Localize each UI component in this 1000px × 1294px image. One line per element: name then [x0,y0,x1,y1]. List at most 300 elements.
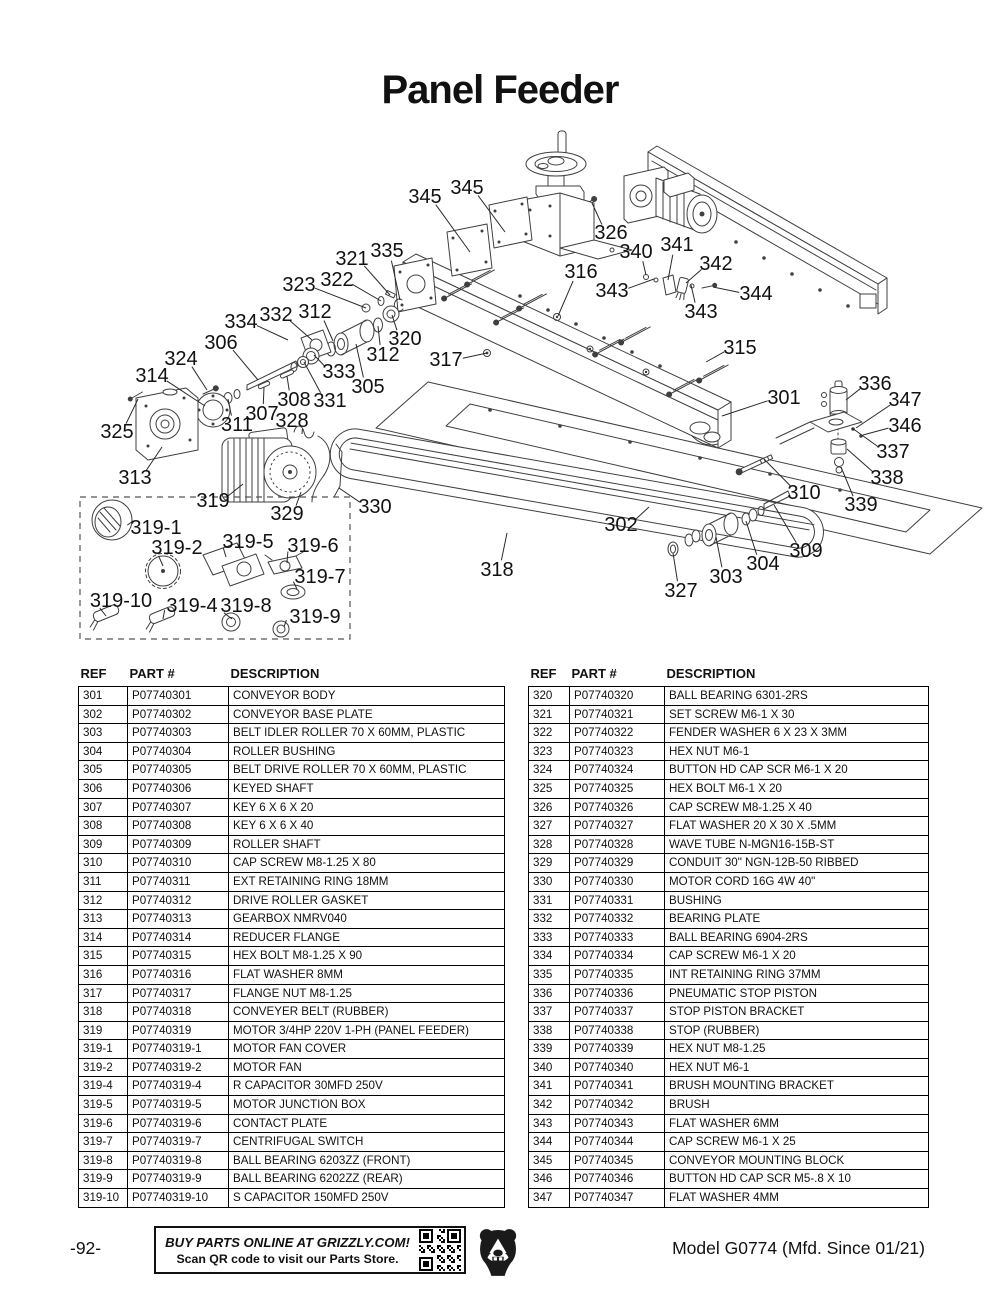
table-row [79,1058,505,1077]
part-callout: 321 [335,248,369,270]
part-callout: 343 [595,280,629,302]
table-cell: R CAPACITOR 30MFD 250V [229,1077,505,1096]
table-cell: MOTOR 3/4HP 220V 1-PH (PANEL FEEDER) [229,1021,505,1040]
callout-leader [352,284,381,301]
part-callout: 344 [739,283,773,305]
table-cell: 319-6 [79,1114,128,1133]
table-row [79,705,505,724]
table-row [529,1003,929,1022]
table-cell: P07740303 [128,724,229,743]
table-row [79,910,505,929]
callout-leader [643,261,646,275]
table-row [79,891,505,910]
table-row [79,1077,505,1096]
table-cell: CAP SCREW M8-1.25 X 40 [665,798,929,817]
callout-leader [501,533,507,560]
part-callout: 302 [604,514,638,536]
part-callout: 328 [275,410,309,432]
table-row [529,910,929,929]
table-cell: HEX NUT M6-1 [665,742,929,761]
table-cell: S CAPACITOR 150MFD 250V [229,1189,505,1208]
table-cell: P07740327 [570,817,665,836]
table-row [79,947,505,966]
part-callout: 326 [594,222,628,244]
table-cell: 345 [529,1151,570,1170]
table-cell: P07740333 [570,928,665,947]
part-callout: 305 [351,376,385,398]
table-row [529,705,929,724]
part-callout: 319 [196,490,230,512]
table-cell: 341 [529,1077,570,1096]
part-callout: 322 [320,269,354,291]
table-cell: BELT DRIVE ROLLER 70 X 60MM, PLASTIC [229,761,505,780]
part-callout: 345 [408,186,442,208]
table-cell: 319-4 [79,1077,128,1096]
table-cell: STOP (RUBBER) [665,1021,929,1040]
mounting-plates [447,197,532,276]
table-row [79,798,505,817]
table-cell: 316 [79,965,128,984]
table-row [79,872,505,891]
table-row [79,687,505,706]
table-cell: FLAT WASHER 20 X 30 X .5MM [665,817,929,836]
table-row [529,1114,929,1133]
table-cell: P07740328 [570,835,665,854]
table-cell: P07740311 [128,872,229,891]
table-cell: CONVEYER BELT (RUBBER) [229,1003,505,1022]
table-cell: 330 [529,872,570,891]
table-cell: BALL BEARING 6202ZZ (REAR) [229,1170,505,1189]
table-cell: P07740319-10 [128,1189,229,1208]
table-cell: P07740319-1 [128,1040,229,1059]
table-cell: CENTRIFUGAL SWITCH [229,1133,505,1152]
parts-table-left [78,666,505,1208]
table-cell: 307 [79,798,128,817]
table-cell: 302 [79,705,128,724]
table-cell: P07740334 [570,947,665,966]
page-number: -92- [70,1238,102,1258]
table-row [79,1114,505,1133]
part-callout: 345 [450,177,484,199]
table-row [79,1170,505,1189]
table-cell: GEARBOX NMRV040 [229,910,505,929]
table-row [79,1189,505,1208]
table-cell: P07740310 [128,854,229,873]
part-callout: 346 [888,415,922,437]
page-title: Panel Feeder [381,68,619,112]
table-row [79,984,505,1003]
table-cell: BALL BEARING 6203ZZ (FRONT) [229,1151,505,1170]
table-cell: P07740340 [570,1058,665,1077]
table-cell: P07740347 [570,1189,665,1208]
column-header: REF [530,666,557,681]
part-callout: 312 [366,344,400,366]
part-callout: 327 [664,580,698,602]
table-cell: 333 [529,928,570,947]
table-cell: 319-1 [79,1040,128,1059]
callout-leader [463,353,487,358]
table-cell: 321 [529,705,570,724]
table-cell: P07740306 [128,779,229,798]
table-cell: 303 [79,724,128,743]
table-cell: P07740301 [128,687,229,706]
callout-leader [290,321,312,340]
table-cell: P07740319-9 [128,1170,229,1189]
table-cell: CONTACT PLATE [229,1114,505,1133]
table-cell: 332 [529,910,570,929]
table-cell: P07740341 [570,1077,665,1096]
table-cell: CAP SCREW M6-1 X 20 [665,947,929,966]
part-callout: 343 [684,301,718,323]
part-callout: 319-4 [166,595,218,617]
part-callout: 317 [429,349,463,371]
table-cell: 320 [529,687,570,706]
table-cell: KEY 6 X 6 X 40 [229,817,505,836]
part-callout: 319-8 [220,595,272,617]
table-cell: P07740320 [570,687,665,706]
table-cell: P07740316 [128,965,229,984]
table-cell: FLAT WASHER 6MM [665,1114,929,1133]
table-cell: P07740344 [570,1133,665,1152]
callout-leader [233,350,258,380]
table-cell: P07740314 [128,928,229,947]
table-row [529,1077,929,1096]
part-callout: 319-5 [222,531,274,553]
parts-table-right [528,666,929,1208]
table-row [529,724,929,743]
table-cell: 329 [529,854,570,873]
table-cell: DRIVE ROLLER GASKET [229,891,505,910]
table-cell: SET SCREW M6-1 X 30 [665,705,929,724]
part-callout: 325 [100,421,134,443]
table-cell: BUSHING [665,891,929,910]
table-cell: 319-2 [79,1058,128,1077]
table-cell: STOP PISTON BRACKET [665,1003,929,1022]
table-row [79,1003,505,1022]
table-cell: 339 [529,1040,570,1059]
exploded-diagram [0,120,1000,665]
table-cell: HEX NUT M6-1 [665,1058,929,1077]
table-cell: P07740338 [570,1021,665,1040]
table-row [529,742,929,761]
grizzly-bear-logo [477,1227,519,1277]
table-cell: PNEUMATIC STOP PISTON [665,984,929,1003]
table-cell: 340 [529,1058,570,1077]
table-row [79,779,505,798]
table-header-row [79,666,505,687]
table-cell: P07740319 [128,1021,229,1040]
table-cell: P07740323 [570,742,665,761]
qr-code-icon [419,1229,461,1271]
part-callout: 338 [870,467,904,489]
table-cell: P07740319-8 [128,1151,229,1170]
table-cell: P07740331 [570,891,665,910]
table-cell: 306 [79,779,128,798]
table-row [529,835,929,854]
table-cell: P07740302 [128,705,229,724]
table-cell: 336 [529,984,570,1003]
table-cell: MOTOR CORD 16G 4W 40" [665,872,929,891]
part-callout: 303 [709,566,743,588]
table-cell: BUTTON HD CAP SCR M5-.8 X 10 [665,1170,929,1189]
table-row [529,965,929,984]
table-cell: 323 [529,742,570,761]
table-cell: P07740335 [570,965,665,984]
banner-text [156,1235,419,1266]
table-cell: 326 [529,798,570,817]
callout-leader [863,428,888,435]
table-row [79,928,505,947]
table-cell: ROLLER SHAFT [229,835,505,854]
table-cell: P07740322 [570,724,665,743]
table-cell: MOTOR FAN COVER [229,1040,505,1059]
table-cell: 317 [79,984,128,1003]
part-callout: 310 [787,482,821,504]
part-callout: 337 [876,441,910,463]
banner-subline: Scan QR code to visit our Parts Store. [176,1251,399,1266]
table-row [529,1058,929,1077]
table-cell: 325 [529,779,570,798]
part-callout: 341 [660,234,694,256]
callout-leader [852,428,878,447]
table-cell: 319-8 [79,1151,128,1170]
table-cell: P07740313 [128,910,229,929]
table-cell: P07740345 [570,1151,665,1170]
table-cell: 342 [529,1096,570,1115]
table-cell: ROLLER BUSHING [229,742,505,761]
callout-leader [847,449,873,472]
table-cell: 346 [529,1170,570,1189]
table-cell: 309 [79,835,128,854]
table-cell: CONDUIT 30" NGN-12B-50 RIBBED [665,854,929,873]
table-row [529,947,929,966]
table-cell: P07740342 [570,1096,665,1115]
table-cell: HEX NUT M8-1.25 [665,1040,929,1059]
table-cell: BALL BEARING 6904-2RS [665,928,929,947]
part-callout: 319-10 [89,590,153,612]
callout-leader [713,287,739,292]
table-cell: HEX BOLT M8-1.25 X 90 [229,947,505,966]
table-cell: P07740329 [570,854,665,873]
column-header: DESCRIPTION [230,666,320,681]
table-cell: KEY 6 X 6 X 20 [229,798,505,817]
part-callout: 330 [358,496,392,518]
table-cell: P07740325 [570,779,665,798]
table-cell: 338 [529,1021,570,1040]
table-cell: BRUSH [665,1096,929,1115]
table-cell: 301 [79,687,128,706]
part-callout: 340 [619,241,653,263]
table-row [79,965,505,984]
part-callout: 347 [888,389,922,411]
table-cell: 319-10 [79,1189,128,1208]
callout-leader [339,488,360,502]
table-cell: 319-5 [79,1096,128,1115]
flat-washer-316 [554,314,561,321]
table-cell: CAP SCREW M8-1.25 X 80 [229,854,505,873]
part-callout: 304 [746,553,780,575]
table-cell: P07740305 [128,761,229,780]
table-row [79,724,505,743]
table-cell: 310 [79,854,128,873]
table-cell: 328 [529,835,570,854]
table-cell: 344 [529,1133,570,1152]
part-callout: 307 [245,403,279,425]
table-cell: 313 [79,910,128,929]
table-cell: P07740308 [128,817,229,836]
table-cell: 304 [79,742,128,761]
table-cell: 337 [529,1003,570,1022]
table-row [79,1151,505,1170]
part-callout: 320 [388,328,422,350]
callout-leader [706,352,724,362]
table-cell: P07740312 [128,891,229,910]
part-callout: 323 [282,274,316,296]
table-cell: BUTTON HD CAP SCR M6-1 X 20 [665,761,929,780]
callout-leader [257,326,288,340]
table-cell: 335 [529,965,570,984]
parts-store-banner [154,1226,466,1274]
table-row [529,984,929,1003]
table-row [79,1021,505,1040]
table-cell: P07740304 [128,742,229,761]
part-callout: 309 [789,540,823,562]
table-row [529,1096,929,1115]
part-callout: 301 [767,387,801,409]
table-cell: 322 [529,724,570,743]
table-cell: REDUCER FLANGE [229,928,505,947]
part-callout: 319-1 [130,517,182,539]
table-cell: P07740309 [128,835,229,854]
part-callout: 315 [723,337,757,359]
table-cell: FLANGE NUT M8-1.25 [229,984,505,1003]
table-row [79,742,505,761]
table-cell: P07740319-7 [128,1133,229,1152]
table-cell: P07740339 [570,1040,665,1059]
table-cell: P07740321 [570,705,665,724]
table-row [529,1170,929,1189]
table-cell: P07740319-2 [128,1058,229,1077]
table-cell: P07740330 [570,872,665,891]
part-callout: 336 [858,373,892,395]
table-cell: FENDER WASHER 6 X 23 X 3MM [665,724,929,743]
table-cell: HEX BOLT M6-1 X 20 [665,779,929,798]
table-cell: BRUSH MOUNTING BRACKET [665,1077,929,1096]
table-row [79,1040,505,1059]
part-callout: 312 [298,301,332,323]
table-row [79,854,505,873]
table-cell: P07740307 [128,798,229,817]
callout-leader [558,281,573,316]
part-callout: 332 [259,304,293,326]
part-callout: 319-7 [294,566,346,588]
table-cell: 315 [79,947,128,966]
table-row [529,1040,929,1059]
table-row [79,1096,505,1115]
callout-leader [192,367,207,390]
table-row [529,761,929,780]
part-callout: 311 [221,414,253,436]
table-row [529,687,929,706]
table-cell: CONVEYOR BASE PLATE [229,705,505,724]
table-cell: 327 [529,817,570,836]
table-cell: P07740343 [570,1114,665,1133]
table-cell: CONVEYOR BODY [229,687,505,706]
table-cell: 347 [529,1189,570,1208]
callout-leader [263,387,264,404]
table-cell: KEYED SHAFT [229,779,505,798]
table-row [529,872,929,891]
part-callout: 306 [204,332,238,354]
table-cell: BEARING PLATE [665,910,929,929]
table-cell: 334 [529,947,570,966]
column-header: PART # [571,666,617,681]
table-cell: P07740332 [570,910,665,929]
table-cell: P07740317 [128,984,229,1003]
table-cell: FLAT WASHER 8MM [229,965,505,984]
table-cell: 343 [529,1114,570,1133]
table-header-row [529,666,929,687]
table-cell: P07740315 [128,947,229,966]
table-row [529,1151,929,1170]
table-cell: 331 [529,891,570,910]
part-callout: 331 [313,390,347,412]
table-cell: P07740324 [570,761,665,780]
table-cell: P07740319-4 [128,1077,229,1096]
part-callout: 334 [224,311,258,333]
table-row [529,854,929,873]
callout-leader [378,326,380,345]
table-cell: MOTOR FAN [229,1058,505,1077]
callout-leader [356,344,363,377]
part-callout: 319-6 [287,535,339,557]
table-cell: P07740326 [570,798,665,817]
table-cell: WAVE TUBE N-MGN16-15B-ST [665,835,929,854]
part-callout: 319-9 [289,606,341,628]
part-callout: 339 [844,494,878,516]
column-header: DESCRIPTION [666,666,756,681]
callout-leader [856,405,890,428]
table-cell: P07740318 [128,1003,229,1022]
table-cell: BALL BEARING 6301-2RS [665,687,929,706]
callout-leader [628,279,654,288]
table-cell: CONVEYOR MOUNTING BLOCK [665,1151,929,1170]
table-row [79,817,505,836]
table-row [529,928,929,947]
table-cell: CAP SCREW M6-1 X 25 [665,1133,929,1152]
table-cell: EXT RETAINING RING 18MM [229,872,505,891]
part-callout: 314 [135,365,169,387]
table-cell: 314 [79,928,128,947]
table-cell: P07740319-5 [128,1096,229,1115]
table-cell: 305 [79,761,128,780]
table-cell: 324 [529,761,570,780]
part-callout: 316 [564,261,598,283]
table-row [529,891,929,910]
column-header: REF [80,666,107,681]
table-cell: 311 [79,872,128,891]
model-line: Model G0774 (Mfd. Since 01/21) [672,1238,925,1258]
part-callout: 335 [370,240,404,262]
table-cell: FLAT WASHER 4MM [665,1189,929,1208]
callout-leader [673,553,678,581]
part-callout: 329 [270,503,304,525]
table-cell: P07740346 [570,1170,665,1189]
table-cell: P07740337 [570,1003,665,1022]
banner-headline: BUY PARTS ONLINE AT GRIZZLY.COM! [165,1234,410,1250]
table-row [529,1021,929,1040]
table-cell: 319-7 [79,1133,128,1152]
